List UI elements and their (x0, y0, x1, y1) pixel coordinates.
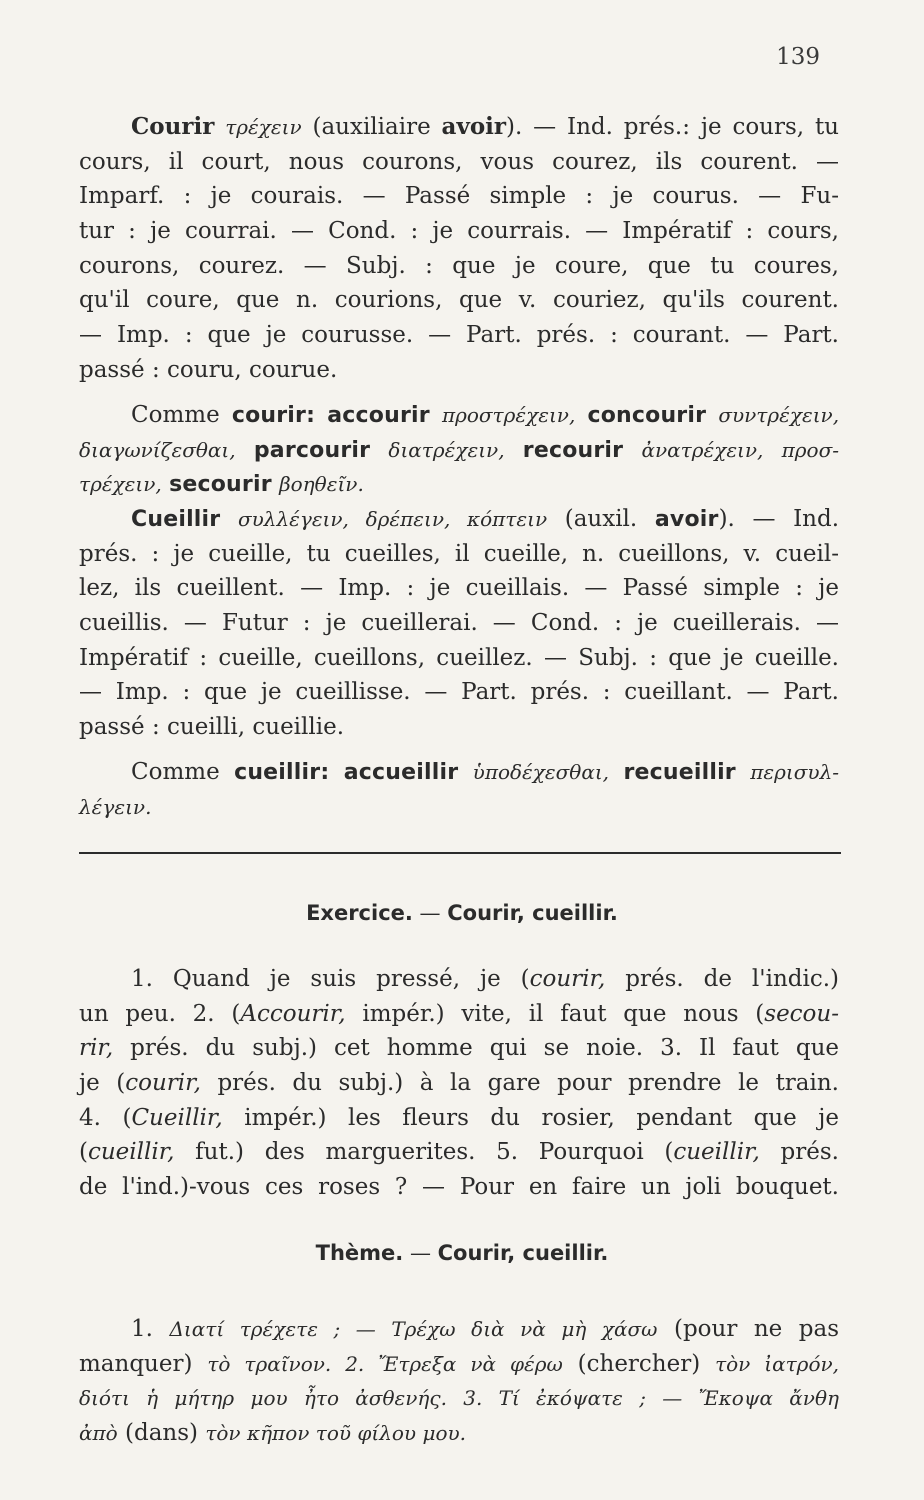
text-line: cueillis. — Futur : je cueillerai. — Cond. : je cueillerais. — (79, 610, 839, 637)
text-line: courons, courez. — Subj. : que je coure, que tu coures, (79, 252, 839, 279)
text-line: manquer) τὸ τραῖνον. 2. Ἔτρεξα νὰ φέρω (chercher) τὸν ἰατρόν, (79, 1350, 839, 1377)
text-line: je (courir, prés. du subj.) à la gare pour prendre le train. (79, 1070, 839, 1097)
text-line: rir, prés. du subj.) cet homme qui se noie. 3. Il faut que (79, 1035, 839, 1062)
theme-heading: Thème. — Courir, cueillir. (315, 1241, 609, 1265)
text-line: Cueillir συλλέγειν, δρέπειν, κόπτειν (auxil. avoir). — Ind. (131, 506, 840, 532)
theme-paragraph (79, 1312, 839, 1451)
text-line: 4. (Cueillir, impér.) les fleurs du rosier, pendant que je (79, 1104, 839, 1131)
text-line: τρέχειν, secourir βοηθεῖν. (79, 472, 364, 498)
text-line: qu'il coure, que n. courions, que v. couriez, qu'ils courent. (79, 287, 839, 314)
verb-term: Cueillir (131, 507, 221, 532)
text-line: λέγειν. (79, 794, 152, 819)
text-line: ἀπὸ (dans) τὸν κῆπον τοῦ φίλου μου. (79, 1420, 467, 1447)
text-line: Comme courir: accourir προστρέχειν, concourir συντρέχειν, (131, 402, 840, 428)
text-line: passé : couru, courue. (79, 356, 338, 383)
text-line: cours, il court, nous courons, vous courez, ils courent. — (79, 148, 839, 175)
text-line: 1. Quand je suis pressé, je (courir, prés. de l'indic.) (131, 966, 839, 992)
page-number: 139 (776, 44, 820, 70)
text-line: un peu. 2. (Accourir, impér.) vite, il faut que nous (secou- (79, 1000, 839, 1027)
text-line: prés. : je cueille, tu cueilles, il cueille, n. cueillons, v. cueil- (79, 540, 839, 567)
text-line: Courir τρέχειν (auxiliaire avoir). — Ind. prés.: je cours, tu (131, 113, 840, 140)
exercice-heading: Exercice. — Courir, cueillir. (306, 901, 618, 925)
courir-paragraph (79, 110, 839, 388)
text-line: Impératif : cueille, cueillons, cueillez. — Subj. : que je cueille. (79, 644, 839, 671)
text-line: Imparf. : je courais. — Passé simple : je courus. — Fu- (79, 183, 839, 210)
text-line: — Imp. : que je courusse. — Part. prés. : courant. — Part. (79, 322, 839, 349)
auxiliary: avoir (654, 507, 719, 532)
greek-gloss: συλλέγειν, δρέπειν, κόπτειν (237, 507, 548, 531)
exercice-paragraph (79, 962, 839, 1205)
text-line: (cueillir, fut.) des marguerites. 5. Pourquoi (cueillir, prés. (79, 1139, 839, 1166)
text-line: 1. Διατί τρέχετε ; — Τρέχω διὰ νὰ μὴ χάσω (pour ne pas (131, 1316, 840, 1342)
comme-courir-paragraph (79, 398, 839, 502)
text-line: διότι ἡ μήτηρ μου ἦτο ἀσθενής. 3. Τί ἐκόψατε ; — Ἔκοψα ἄνθη (79, 1386, 839, 1411)
section-divider (79, 852, 841, 854)
text-line: — Imp. : que je cueillisse. — Part. prés. : cueillant. — Part. (79, 679, 839, 706)
text-line: Comme cueillir: accueillir ὑποδέχεσθαι, recueillir περισυλ- (131, 759, 840, 785)
comme-cueillir-paragraph (79, 755, 839, 824)
verb-term: Courir (131, 113, 215, 140)
text-line: διαγωνίζεσθαι, parcourir διατρέχειν, recourir ἀνατρέχειν, προσ- (79, 437, 839, 463)
greek-gloss: τρέχειν (225, 115, 302, 139)
text-line: passé : cueilli, cueillie. (79, 714, 345, 741)
auxiliary: avoir (441, 113, 507, 140)
text-line: de l'ind.)-vous ces roses ? — Pour en faire un joli bouquet. (79, 1174, 839, 1201)
text-line: tur : je courrai. — Cond. : je courrais. — Impératif : cours, (79, 218, 839, 245)
text-line: lez, ils cueillent. — Imp. : je cueillais. — Passé simple : je (79, 575, 839, 602)
cueillir-paragraph (79, 502, 839, 745)
